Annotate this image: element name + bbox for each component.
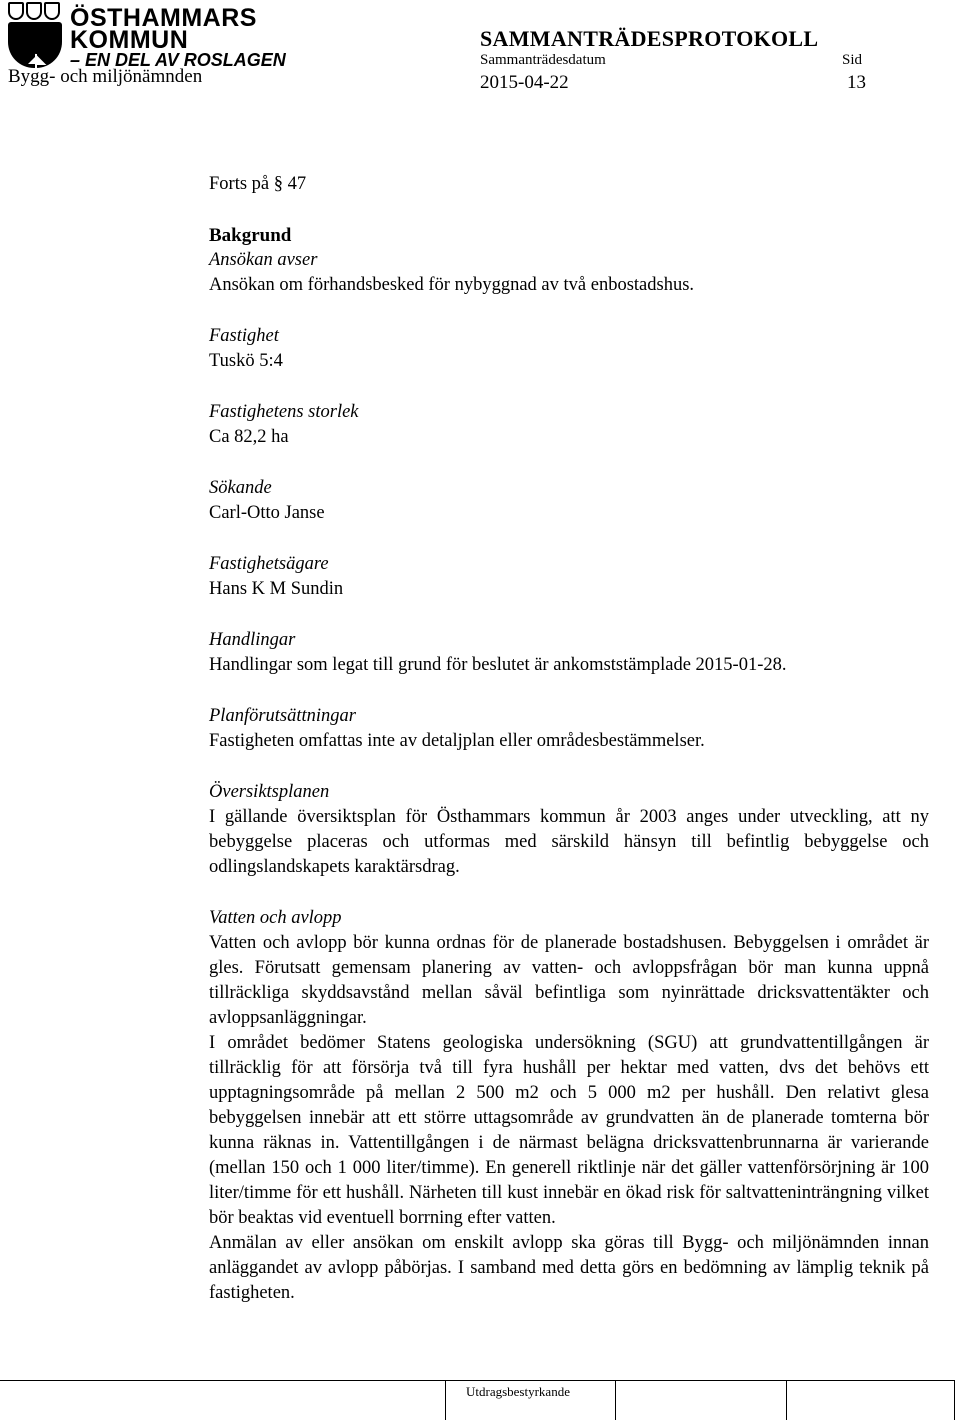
page-number: 13 — [847, 72, 866, 93]
section-text: I gällande översiktsplan för Östhammars kommun år 2003 anges under utveckling, att ny bebyggelse placeras och utformas med särskild hänsyn till befintlig bebyggelse och odlingslandskapets karaktärsdrag. — [209, 807, 929, 877]
section-label: Fastighetens storlek — [209, 402, 359, 422]
committee-name: Bygg- och miljönämnden — [8, 66, 203, 87]
section-text: Ca 82,2 ha — [209, 427, 289, 447]
section-text: Tuskö 5:4 — [209, 351, 283, 371]
section-label: Vatten och avlopp — [209, 908, 342, 928]
section-label: Översiktsplanen — [209, 782, 330, 802]
section-label: Ansökan avser — [209, 250, 318, 270]
meeting-date-label: Sammanträdesdatum — [480, 52, 606, 68]
section-label: Fastighetsägare — [209, 554, 329, 574]
section-label: Fastighet — [209, 326, 279, 346]
section-label: Handlingar — [209, 630, 296, 650]
coat-of-arms-icon — [6, 2, 66, 68]
section-text: Fastigheten omfattas inte av detaljplan eller områdesbestämmelser. — [209, 731, 705, 751]
protocol-body — [209, 172, 929, 1306]
continuation-note: Forts på § 47 — [209, 174, 307, 194]
logo-name-line1: ÖSTHAMMARS — [70, 4, 257, 32]
logo-tagline: – EN DEL AV ROSLAGEN — [70, 50, 286, 70]
section-label: Planförutsättningar — [209, 706, 356, 726]
logo-name-line2: KOMMUN — [70, 26, 189, 54]
sgu-paragraph: I området bedömer Statens geologiska undersökning (SGU) att grundvattentillgången är tillräcklig för att försörja två till fyra hushåll per hektar med vatten, dvs det behövs ett upptagningsområde på mellan 2 500 m2 och 5 000 m2 per hushåll. Den relativt glesa bebyggelsen innebär att ett större uttagsområde av grundvatten än de planerade tomterna bör kunna räknas in. Vattentillgången i de närmast belägna dricksvattenbrunnarna är varierande (mellan 150 och 1 000 liter/timme). En generell riktlinje när det gäller vattenförsörjning är 100 liter/timme för ett hushåll. Närheten till kust innebär en ökad risk för saltvatteninträngning vilket bör beaktas vid eventuell borrning efter vatten. — [209, 1033, 929, 1228]
certification-label: Utdragsbestyrkande — [466, 1384, 570, 1399]
section-text: Handlingar som legat till grund för beslutet är ankomststämplade 2015-01-28. — [209, 655, 787, 675]
protocol-title: SAMMANTRÄDESPROTOKOLL — [480, 26, 819, 51]
footer-divider — [615, 1380, 616, 1420]
section-text: Carl-Otto Janse — [209, 503, 325, 523]
section-label: Sökande — [209, 478, 272, 498]
municipality-logo — [6, 2, 286, 72]
background-heading: Bakgrund — [209, 225, 292, 246]
meeting-date: 2015-04-22 — [480, 72, 569, 93]
section-text: Vatten och avlopp bör kunna ordnas för de planerade bostadshusen. Bebyggelsen i området är gles. Förutsatt gemensam planering av vatten- och avloppsfrågan bör man kunna uppnå tillräckliga skyddsavstånd mellan såväl befintliga som nyinrättade dricksvattentäkter och avloppsanläggningar. — [209, 933, 929, 1028]
footer-divider — [786, 1380, 787, 1420]
page-number-label: Sid — [842, 52, 863, 68]
section-text: Ansökan om förhandsbesked för nybyggnad av två enbostadshus. — [209, 275, 695, 295]
section-text: Hans K M Sundin — [209, 579, 344, 599]
sewage-paragraph: Anmälan av eller ansökan om enskilt avlopp ska göras till Bygg- och miljönämnden innan anläggandet av avlopp påbörjas. I samband med detta görs en bedömning av lämplig teknik på fastigheten. — [209, 1233, 929, 1303]
